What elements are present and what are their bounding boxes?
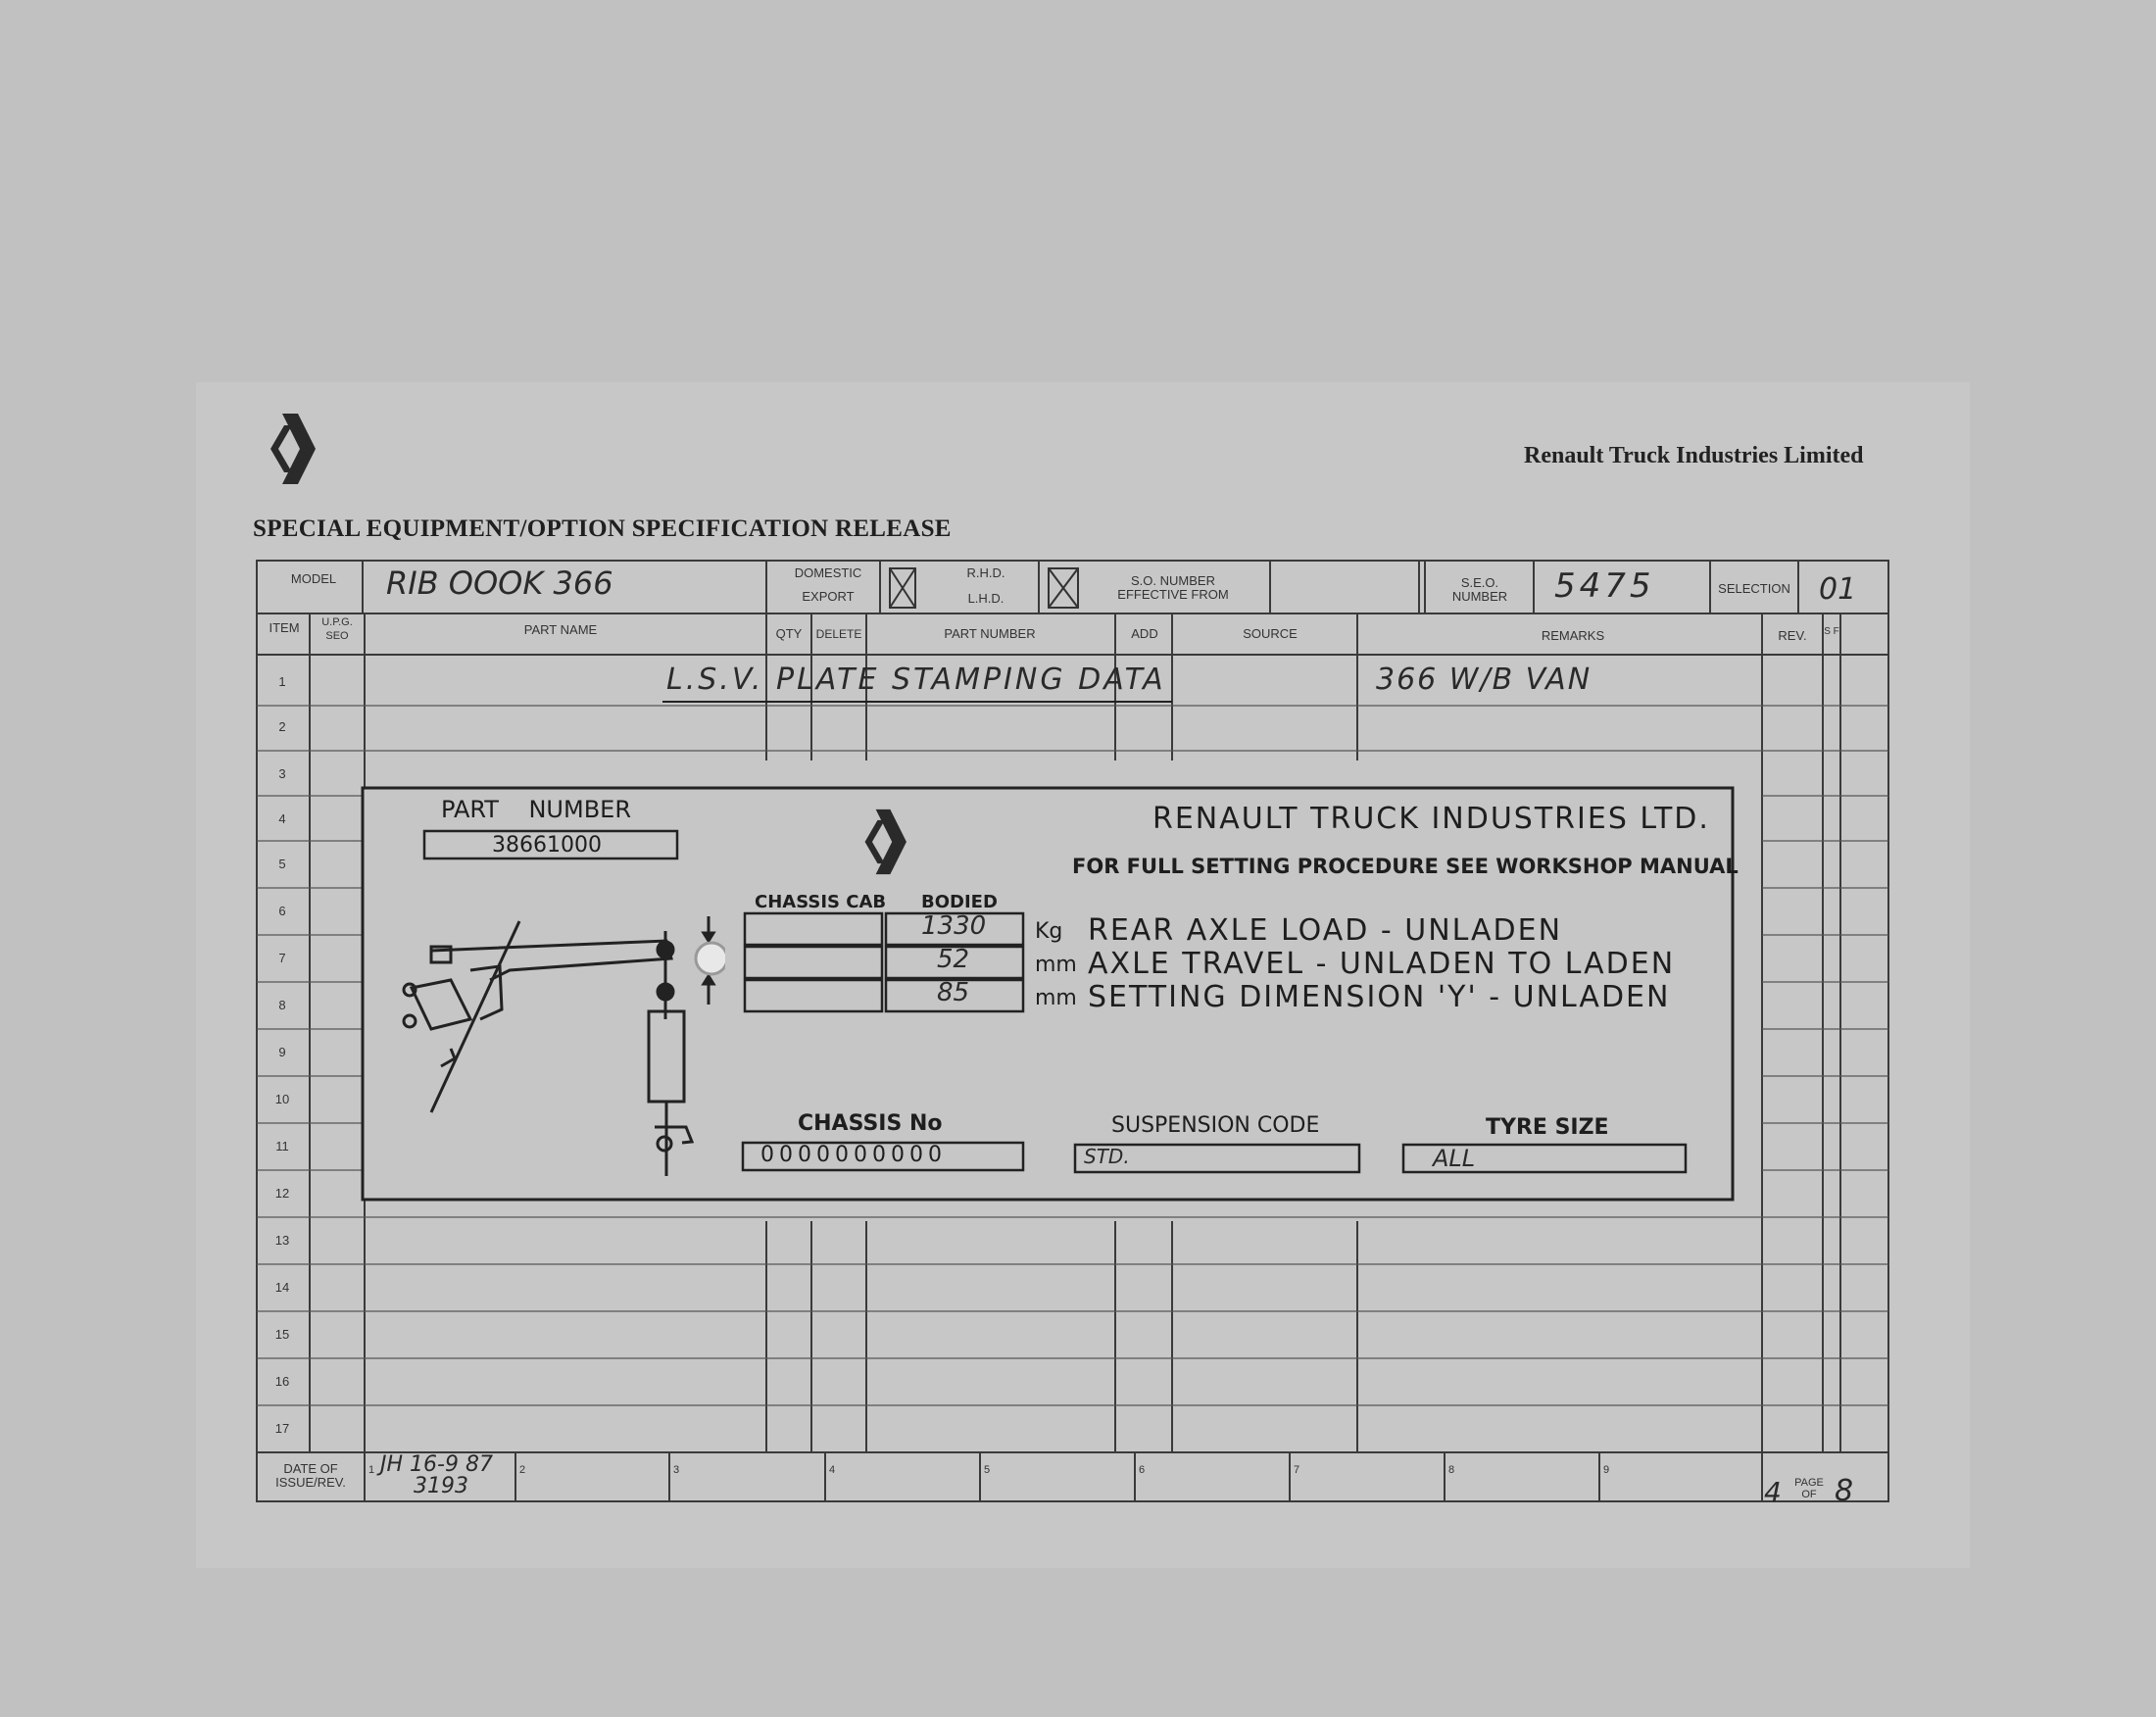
suspension-code-label: SUSPENSION CODE (1111, 1113, 1320, 1138)
plate-col-chassis-cab: CHASSIS CAB (755, 892, 887, 912)
col-add: ADD (1131, 626, 1158, 641)
seo-label: S.E.O. (1460, 575, 1499, 590)
seo-number-label: NUMBER (1451, 589, 1508, 604)
revision-slot-number: 7 (1294, 1464, 1300, 1476)
entry-part-name: L.S.V. PLATE STAMPING DATA (666, 662, 1166, 697)
setting-dimension-bodied-value: 85 (937, 978, 970, 1007)
date-entry-2: 3193 (414, 1474, 468, 1498)
rhd-label: R.H.D. (966, 565, 1005, 580)
suspension-diagram-icon (392, 911, 725, 1186)
axle-travel-unit: mm (1035, 953, 1077, 977)
date-of-label: DATE OF (283, 1461, 338, 1476)
revision-slot-number: 2 (519, 1464, 526, 1476)
domestic-label: DOMESTIC (794, 565, 862, 580)
effective-from-label: EFFECTIVE FROM (1117, 587, 1229, 602)
page-label: PAGE (1794, 1477, 1824, 1489)
row-number: 11 (275, 1139, 289, 1153)
setting-dimension-label: SETTING DIMENSION 'Y' - UNLADEN (1088, 980, 1671, 1014)
date-entry: JH 16-9 87 (380, 1452, 493, 1477)
tyre-size-label: TYRE SIZE (1486, 1115, 1609, 1140)
revision-slot-number: 1 (368, 1464, 375, 1476)
col-rev: REV. (1778, 628, 1807, 643)
axle-travel-bodied-value: 52 (937, 945, 970, 974)
row-number: 12 (274, 1186, 290, 1201)
row-number: 13 (274, 1233, 290, 1248)
plate-company: RENAULT TRUCK INDUSTRIES LTD. (1152, 802, 1710, 836)
row-number: 7 (278, 951, 286, 965)
row-number: 14 (274, 1280, 290, 1295)
so-number-label: S.O. NUMBER (1131, 573, 1215, 588)
col-delete: DELETE (815, 627, 862, 641)
chassis-no-label: CHASSIS No (798, 1111, 943, 1136)
plate-procedure-note: FOR FULL SETTING PROCEDURE SEE WORKSHOP MANUAL (1072, 855, 1739, 878)
plate-renault-logo-icon (855, 808, 911, 876)
chassis-no-value: 0000000000 (760, 1143, 947, 1167)
page-current: 4 (1764, 1476, 1782, 1508)
row-number: 5 (278, 857, 286, 871)
model-value: RIB OOOK 366 (386, 564, 613, 602)
revision-slot-number: 8 (1448, 1464, 1455, 1476)
revision-slot-number: 5 (984, 1464, 991, 1476)
col-part-number: PART NUMBER (944, 626, 1036, 641)
col-seo: SEO (325, 630, 349, 642)
col-remarks: REMARKS (1541, 628, 1605, 643)
row-number: 16 (274, 1374, 290, 1389)
row-number: 10 (274, 1092, 290, 1106)
row-number: 3 (278, 766, 286, 781)
lhd-label: L.H.D. (967, 591, 1004, 606)
seo-value: 5475 (1554, 566, 1655, 606)
col-source: SOURCE (1243, 626, 1298, 641)
row-number: 15 (274, 1327, 290, 1342)
company-name: Renault Truck Industries Limited (1524, 443, 1864, 468)
form-title: SPECIAL EQUIPMENT/OPTION SPECIFICATION RELEASE (253, 515, 952, 542)
plate-part-number-value: 38661000 (492, 833, 602, 858)
selection-value: 01 (1819, 572, 1857, 607)
revision-slot-number: 9 (1603, 1464, 1610, 1476)
col-sf: S F (1824, 626, 1839, 637)
plate-part-number-label: PART NUMBER (441, 796, 631, 823)
issue-rev-label: ISSUE/REV. (275, 1475, 346, 1490)
row-number: 2 (278, 719, 286, 734)
col-upg: U.P.G. (321, 616, 353, 628)
entry-remarks: 366 W/B VAN (1376, 662, 1592, 697)
row-number: 17 (274, 1421, 290, 1436)
suspension-code-value: STD. (1084, 1145, 1130, 1168)
row-number: 9 (278, 1045, 286, 1059)
axle-travel-label: AXLE TRAVEL - UNLADEN TO LADEN (1088, 947, 1676, 981)
col-qty: QTY (775, 626, 803, 641)
revision-slot-number: 6 (1139, 1464, 1146, 1476)
rear-axle-label: REAR AXLE LOAD - UNLADEN (1088, 913, 1563, 948)
row-number: 1 (278, 674, 286, 689)
setting-dimension-unit: mm (1035, 986, 1077, 1010)
row-number: 8 (278, 998, 286, 1012)
row-number: 4 (278, 811, 286, 826)
tyre-size-value: ALL (1433, 1145, 1476, 1172)
model-label: MODEL (290, 571, 337, 586)
rear-axle-bodied-value: 1330 (921, 911, 987, 941)
row-number: 6 (278, 904, 286, 918)
selection-label: SELECTION (1718, 581, 1790, 596)
rear-axle-unit: Kg (1035, 919, 1063, 944)
revision-slot-number: 4 (829, 1464, 836, 1476)
col-part-name: PART NAME (523, 622, 598, 637)
page-total: 8 (1835, 1474, 1854, 1508)
col-item: ITEM (269, 620, 300, 635)
page-of-label: OF (1801, 1489, 1817, 1500)
plate-col-bodied: BODIED (921, 892, 998, 912)
export-label: EXPORT (802, 589, 855, 604)
revision-slot-number: 3 (673, 1464, 680, 1476)
